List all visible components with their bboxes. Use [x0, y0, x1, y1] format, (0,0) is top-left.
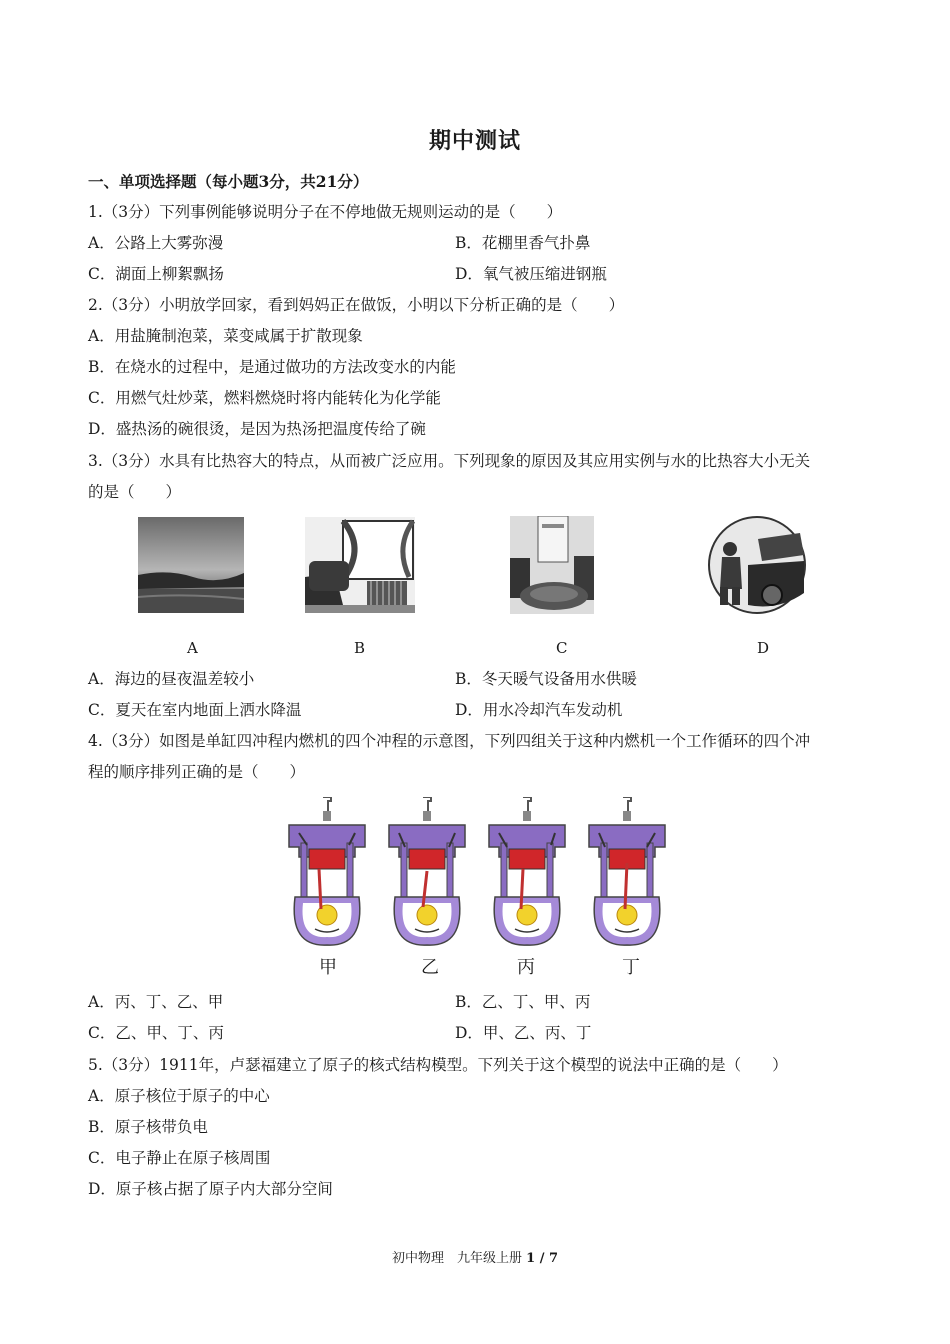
engine-label-ding: 丁: [622, 957, 640, 978]
question-3-stem-cont: 的是（ ）: [88, 483, 182, 501]
photo-car-engine: [708, 515, 806, 615]
photo-floor-sprinkle: [510, 516, 594, 614]
q2-option-b: B．在烧水的过程中，是通过做功的方法改变水的内能: [88, 358, 456, 376]
engine-label-bing: 丙: [517, 957, 535, 978]
page-number: 1 / 7: [526, 1251, 559, 1266]
footer-text: 初中物理 九年级上册: [391, 1251, 522, 1266]
engine-label-yi: 乙: [421, 957, 439, 978]
q3-option-d: D．用水冷却汽车发动机: [455, 701, 623, 719]
q5-option-b: B．原子核带负电: [88, 1118, 208, 1136]
q5-option-d: D．原子核占据了原子内大部分空间: [88, 1180, 333, 1198]
image-label-b: B: [354, 639, 366, 657]
photo-room-radiator: [305, 517, 415, 613]
q5-option-c: C．电子静止在原子核周围: [88, 1149, 271, 1167]
question-2-stem: 2.（3分）小明放学回家，看到妈妈正在做饭，小明以下分析正确的是（ ）: [88, 296, 625, 314]
q3-option-b: B．冬天暖气设备用水供暖: [455, 670, 637, 688]
question-4-stem-cont: 程的顺序排列正确的是（ ）: [88, 763, 306, 781]
image-label-d: D: [757, 639, 770, 657]
q2-option-c: C．用燃气灶炒菜，燃料燃烧时将内能转化为化学能: [88, 389, 441, 407]
page-footer: [0, 1247, 950, 1266]
engine-strokes-diagram: [285, 797, 675, 947]
question-5-stem: 5.（3分）1911年，卢瑟福建立了原子的核式结构模型。下列关于这个模型的说法中正确的是（ ）: [88, 1056, 788, 1074]
q2-option-d: D．盛热汤的碗很烫，是因为热汤把温度传给了碗: [88, 420, 426, 438]
q3-option-c: C．夏天在室内地面上洒水降温: [88, 701, 302, 719]
photo-seaside: [138, 517, 244, 613]
q2-option-a: A．用盐腌制泡菜，菜变咸属于扩散现象: [88, 327, 363, 345]
q4-option-a: A．丙、丁、乙、甲: [88, 993, 224, 1011]
q4-option-b: B．乙、丁、甲、丙: [455, 993, 591, 1011]
q1-option-a: A．公路上大雾弥漫: [88, 234, 224, 252]
section-heading: 一、单项选择题（每小题3分，共21分）: [88, 172, 369, 191]
image-label-a: A: [187, 639, 198, 657]
engine-label-jia: 甲: [319, 957, 337, 978]
image-label-c: C: [556, 639, 568, 657]
q1-option-b: B．花棚里香气扑鼻: [455, 234, 591, 252]
q4-option-d: D．甲、乙、丙、丁: [455, 1024, 592, 1042]
question-1-stem: 1.（3分）下列事例能够说明分子在不停地做无规则运动的是（ ）: [88, 203, 563, 221]
question-4-stem: 4.（3分）如图是单缸四冲程内燃机的四个冲程的示意图，下列四组关于这种内燃机一个工作循环的四个冲: [88, 732, 811, 750]
q3-option-a: A．海边的昼夜温差较小: [88, 670, 255, 688]
q4-option-c: C．乙、甲、丁、丙: [88, 1024, 224, 1042]
q5-option-a: A．原子核位于原子的中心: [88, 1087, 270, 1105]
q1-option-d: D．氧气被压缩进钢瓶: [455, 265, 607, 283]
page-title: 期中测试: [428, 128, 521, 154]
q1-option-c: C．湖面上柳絮飘扬: [88, 265, 224, 283]
question-3-stem: 3.（3分）水具有比热容大的特点，从而被广泛应用。下列现象的原因及其应用实例与水的比热容大小无关: [88, 452, 811, 470]
